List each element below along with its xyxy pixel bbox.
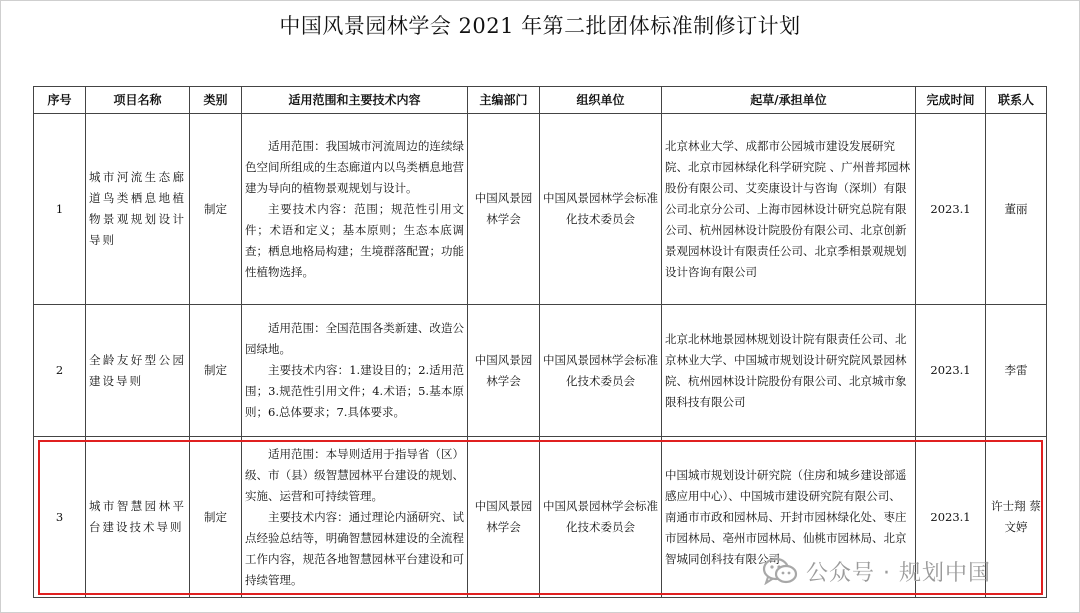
header-name: 项目名称 — [86, 87, 190, 114]
standards-plan-table — [33, 86, 1047, 598]
header-org: 组织单位 — [540, 87, 662, 114]
row-units: 北京北林地景园林规划设计院有限责任公司、北京林业大学、中国城市规划设计研究院风景园林院、杭州园林设计院股份有限公司、北京城市象限科技有限公司 — [662, 305, 916, 437]
row-no: 2 — [34, 305, 86, 437]
scope-content: 主要技术内容：1.建设目的；2.适用范围；3.规范性引用文件；4.术语；5.基本原则；6.总体要求；7.具体要求。 — [245, 363, 464, 419]
row-org: 中国风景园林学会标准化技术委员会 — [540, 114, 662, 305]
row-contact: 许士翔 蔡文婷 — [986, 437, 1047, 598]
header-category: 类别 — [190, 87, 242, 114]
row-category: 制定 — [190, 305, 242, 437]
page-title: 中国风景园林学会 2021 年第二批团体标准制修订计划 — [279, 14, 801, 38]
watermark — [762, 556, 991, 586]
row-units: 中国城市规划设计研究院（住房和城乡建设部遥感应用中心）、中国城市建设研究院有限公司、南通市市政和园林局、开封市园林绿化处、枣庄市园林局、亳州市园林局、仙桃市园林局、北京智城同创科技有限公司 — [662, 437, 916, 598]
row-no: 1 — [34, 114, 86, 305]
row-contact: 李雷 — [986, 305, 1047, 437]
header-units: 起草/承担单位 — [662, 87, 916, 114]
row-category: 制定 — [190, 114, 242, 305]
scope-range: 适用范围：本导则适用于指导省（区）级、市（县）级智慧园林平台建设的规划、实施、运营和可持续管理。 — [245, 446, 464, 503]
table-row — [34, 114, 1047, 305]
table-header-row — [34, 87, 1047, 114]
table-row — [34, 305, 1047, 437]
scope-range: 适用范围：全国范围各类新建、改造公园绿地。 — [245, 321, 464, 356]
row-scope — [242, 437, 468, 598]
row-time: 2023.1 — [916, 305, 986, 437]
scope-range: 适用范围：我国城市河流周边的连续绿色空间所组成的生态廊道内以鸟类栖息地营建为导向的植物景观规划与设计。 — [245, 138, 464, 195]
scope-content: 主要技术内容：通过理论内涵研究、试点经验总结等，明确智慧园林建设的全流程工作内容，规范各地智慧园林平台建设和可持续管理。 — [245, 509, 464, 587]
watermark-text: 公众号 · 规划中国 — [806, 560, 991, 586]
row-units: 北京林业大学、成都市公园城市建设发展研究院、北京市园林绿化科学研究院 、广州普邦园林股份有限公司、艾奕康设计与咨询（深圳）有限公司北京分公司、上海市园林设计研究总院有限公司、杭州园林设计院股份有限公司、北京创新景观园林设计有限责任公司、北京季相景观规划设计咨询有限公司 — [662, 114, 916, 305]
header-editor: 主编部门 — [468, 87, 540, 114]
row-editor: 中国风景园林学会 — [468, 305, 540, 437]
row-time: 2023.1 — [916, 114, 986, 305]
header-no: 序号 — [34, 87, 86, 114]
scope-content: 主要技术内容：范围；规范性引用文件；术语和定义；基本原则；生态本底调查；栖息地格局构建；生境群落配置；功能性植物选择。 — [245, 201, 464, 279]
row-name: 城市河流生态廊道鸟类栖息地植物景观规划设计导则 — [86, 114, 190, 305]
wechat-icon — [762, 557, 798, 585]
row-org: 中国风景园林学会标准化技术委员会 — [540, 305, 662, 437]
row-org: 中国风景园林学会标准化技术委员会 — [540, 437, 662, 598]
row-contact: 董丽 — [986, 114, 1047, 305]
header-time: 完成时间 — [916, 87, 986, 114]
header-scope: 适用范围和主要技术内容 — [242, 87, 468, 114]
row-scope — [242, 114, 468, 305]
row-no: 3 — [34, 437, 86, 598]
row-editor: 中国风景园林学会 — [468, 437, 540, 598]
row-editor: 中国风景园林学会 — [468, 114, 540, 305]
header-contact: 联系人 — [986, 87, 1047, 114]
row-time: 2023.1 — [916, 437, 986, 598]
row-name: 城市智慧园林平台建设技术导则 — [86, 437, 190, 598]
row-name: 全龄友好型公园建设导则 — [86, 305, 190, 437]
row-scope — [242, 305, 468, 437]
row-category: 制定 — [190, 437, 242, 598]
